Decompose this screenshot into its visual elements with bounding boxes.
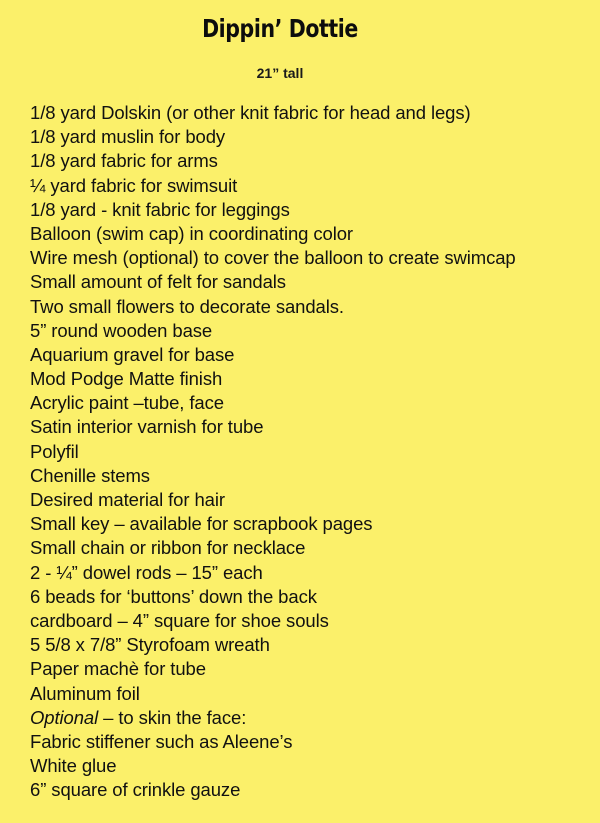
- list-item: 6 beads for ‘buttons’ down the back: [30, 585, 317, 607]
- list-item: Balloon (swim cap) in coordinating color: [30, 222, 353, 244]
- page-title: Dippin’ Dottie: [202, 14, 358, 43]
- list-item: Aquarium gravel for base: [30, 343, 235, 365]
- list-item: 5” round wooden base: [30, 319, 213, 341]
- optional-heading: [30, 706, 595, 730]
- list-item: 6” square of crinkle gauze: [30, 779, 241, 801]
- list-item: Two small flowers to decorate sandals.: [30, 295, 344, 317]
- list-item: 1/8 yard muslin for body: [30, 126, 226, 148]
- doll-height: 21” tall: [256, 65, 304, 81]
- list-item: 1/8 yard Dolskin (or other knit fabric for head and legs): [30, 102, 471, 123]
- list-item: Satin interior varnish for tube: [30, 416, 264, 438]
- list-item: Aluminum foil: [30, 682, 140, 704]
- list-item: Polyfil: [30, 440, 79, 462]
- list-item: Chenille stems: [30, 464, 150, 486]
- list-item: Mod Podge Matte finish: [30, 368, 223, 390]
- list-item: Paper machè for tube: [30, 658, 206, 680]
- optional-label: Optional: [30, 706, 99, 728]
- list-item: Fabric stiffener such as Aleene’s: [30, 730, 293, 752]
- list-item: 1/8 yard fabric for arms: [30, 150, 218, 172]
- list-item: 5 5/8 x 7/8” Styrofoam wreath: [30, 634, 270, 656]
- list-item: cardboard – 4” square for shoe souls: [30, 609, 329, 631]
- list-item: 1/8 yard - knit fabric for leggings: [30, 198, 290, 220]
- list-item: Small key – available for scrapbook pages: [30, 513, 373, 535]
- supply-list: [30, 101, 595, 802]
- list-item: Wire mesh (optional) to cover the balloon to create swimcap: [30, 247, 516, 269]
- list-item: Small chain or ribbon for necklace: [30, 537, 306, 559]
- list-item: 2 - ¼” dowel rods – 15” each: [30, 561, 263, 583]
- list-item: White glue: [30, 755, 117, 777]
- optional-description: – to skin the face:: [98, 706, 247, 728]
- list-item: ¼ yard fabric for swimsuit: [30, 174, 238, 196]
- list-item: Acrylic paint –tube, face: [30, 392, 224, 414]
- list-item: Desired material for hair: [30, 489, 225, 510]
- list-item: Small amount of felt for sandals: [30, 271, 286, 293]
